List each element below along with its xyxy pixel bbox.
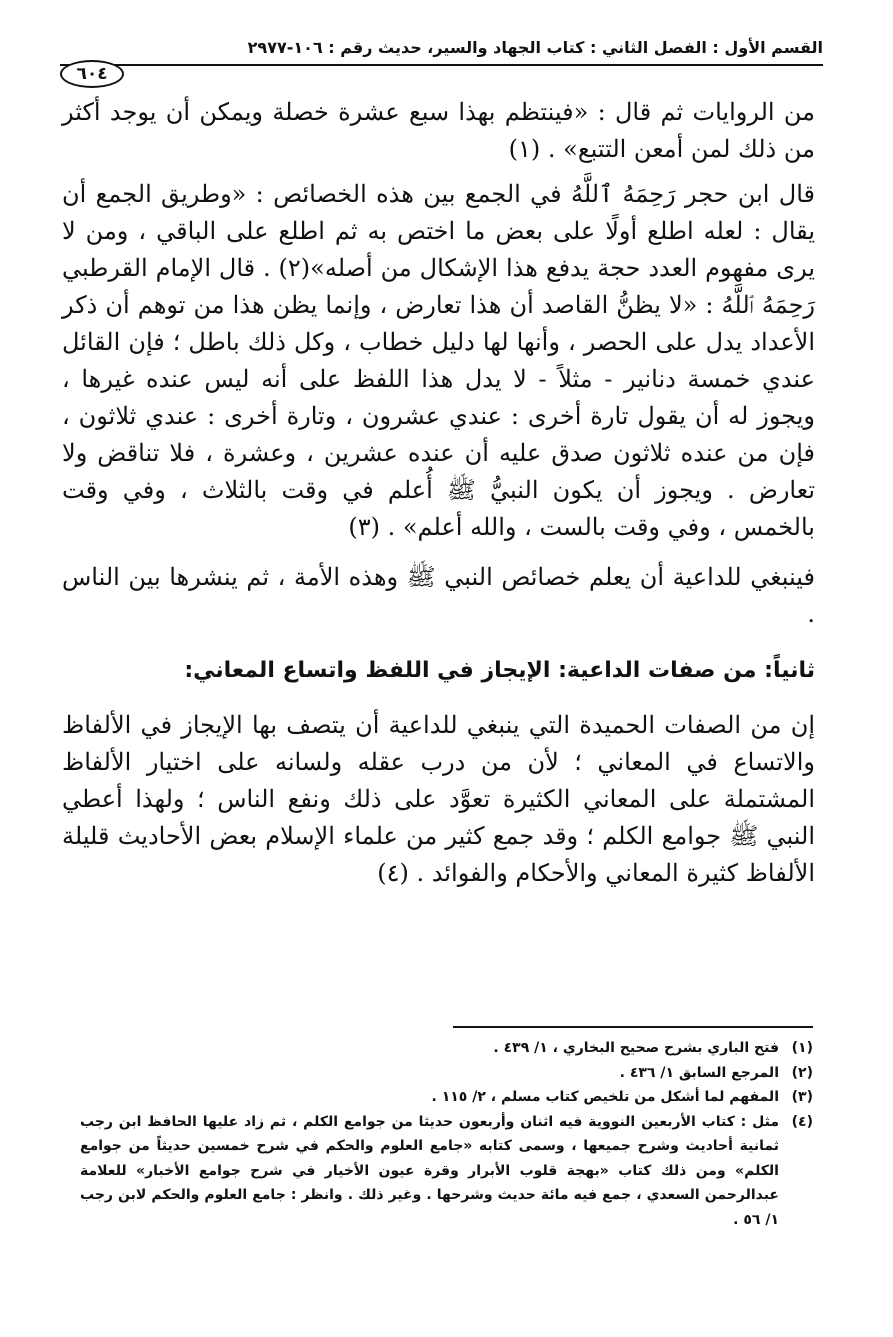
footnote-text: فتح الباري بشرح صحيح البخاري ، ١/ ٤٣٩ .	[493, 1040, 779, 1056]
paragraph-1: من الروايات ثم قال : «فينتظم بهذا سبع عشرة خصلة ويمكن أن يوجد أكثر من ذلك لمن أمعن التتبع» . (١)	[62, 98, 815, 163]
footnote-3	[80, 1085, 813, 1110]
running-header-title: القسم الأول : الفصل الثاني : كتاب الجهاد والسير، حديث رقم : ١٠٦-٢٩٧٧	[247, 37, 823, 57]
running-header	[60, 30, 823, 66]
footnote-4	[80, 1110, 813, 1233]
page-number: ٦٠٤	[76, 64, 108, 84]
footnote-2	[80, 1061, 813, 1086]
paragraph-2: قال ابن حجر رَحِمَهُ ٱللَّهُ في الجمع بين هذه الخصائص : «وطريق الجمع أن يقال : لعله اطلع أولًا على بعض ما اختص به ثم اطلع على الباقي ، ومن لا يرى مفهوم العدد حجة يدفع هذا الإشكال من أصله»(٢) . قال الإمام القرطبي رَحِمَهُ ٱللَّهُ : «لا يظنُّ القاصد أن هذا تعارض ، وإنما يظن هذا من توهم أن ذكر الأعداد يدل على الحصر ، وأنها لها دليل خطاب ، وكل ذلك باطل ؛ فإن القائل عندي خمسة دنانير - مثلاً - لا يدل هذا اللفظ على أنه ليس عنده غيرها ، ويجوز له أن يقول تارة أخرى : عندي عشرون ، وتارة أخرى : عندي ثلاثون ، فإن من عنده ثلاثون صدق عليه أن عنده عشرين ، وعشرة ، فلا تناقض ولا تعارض . ويجوز أن يكون النبيُّ ﷺ أُعلم في وقت بالثلاث ، وفي وقت بالخمس ، وفي وقت بالست ، والله أعلم» . (٣)	[62, 180, 815, 541]
paragraph-4: إن من الصفات الحميدة التي ينبغي للداعية أن يتصف بها الإيجاز في الألفاظ والاتساع في المعاني ؛ لأن من درب عقله ولسانه على اختيار الألفاظ المشتملة على المعاني الكثيرة تعوَّد على ذلك ونفع الناس ؛ ولهذا أعطي النبي ﷺ جوامع الكلم ؛ وقد جمع كثير من علماء الإسلام بعض الأحاديث قليلة الألفاظ كثيرة المعاني والأحكام والفوائد . (٤)	[62, 711, 815, 887]
footnote-1	[80, 1036, 813, 1061]
footnote-number: (١)	[791, 1040, 813, 1056]
footnotes	[80, 1036, 813, 1232]
section-heading: ثانياً: من صفات الداعية: الإيجاز في اللفظ واتساع المعاني:	[184, 658, 815, 683]
footnote-text: مثل : كتاب الأربعين النووية فيه اثنان وأربعون حديثا من جوامع الكلم ، ثم زاد عليها الحافظ ابن رجب ثمانية أحاديث وشرح جميعها ، وسمى كتابه «جامع العلوم والحكم في شرح خمسين حديثاً من جوامع الكلم» ومن ذلك كتاب «بهجة قلوب الأبرار وقرة عيون الأخيار في شرح جوامع الأخبار» للعلامة عبدالرحمن السعدي ، جمع فيه مائة حديث وشرحها . وغير ذلك . وانظر : جامع العلوم والحكم لابن رجب ١/ ٥٦ .	[80, 1113, 779, 1228]
footnote-divider	[453, 1026, 813, 1028]
main-text	[62, 94, 815, 905]
page-number-badge	[60, 60, 124, 88]
paragraph-3: فينبغي للداعية أن يعلم خصائص النبي ﷺ وهذه الأمة ، ثم ينشرها بين الناس .	[62, 563, 816, 628]
footnote-number: (٤)	[791, 1113, 813, 1130]
footnote-number: (٢)	[791, 1064, 813, 1081]
footnote-text: المفهم لما أشكل من تلخيص كتاب مسلم ، ٢/ ١١٥ .	[431, 1089, 779, 1105]
footnote-text: المرجع السابق ١/ ٤٣٦ .	[619, 1064, 779, 1081]
footnote-number: (٣)	[791, 1089, 813, 1105]
